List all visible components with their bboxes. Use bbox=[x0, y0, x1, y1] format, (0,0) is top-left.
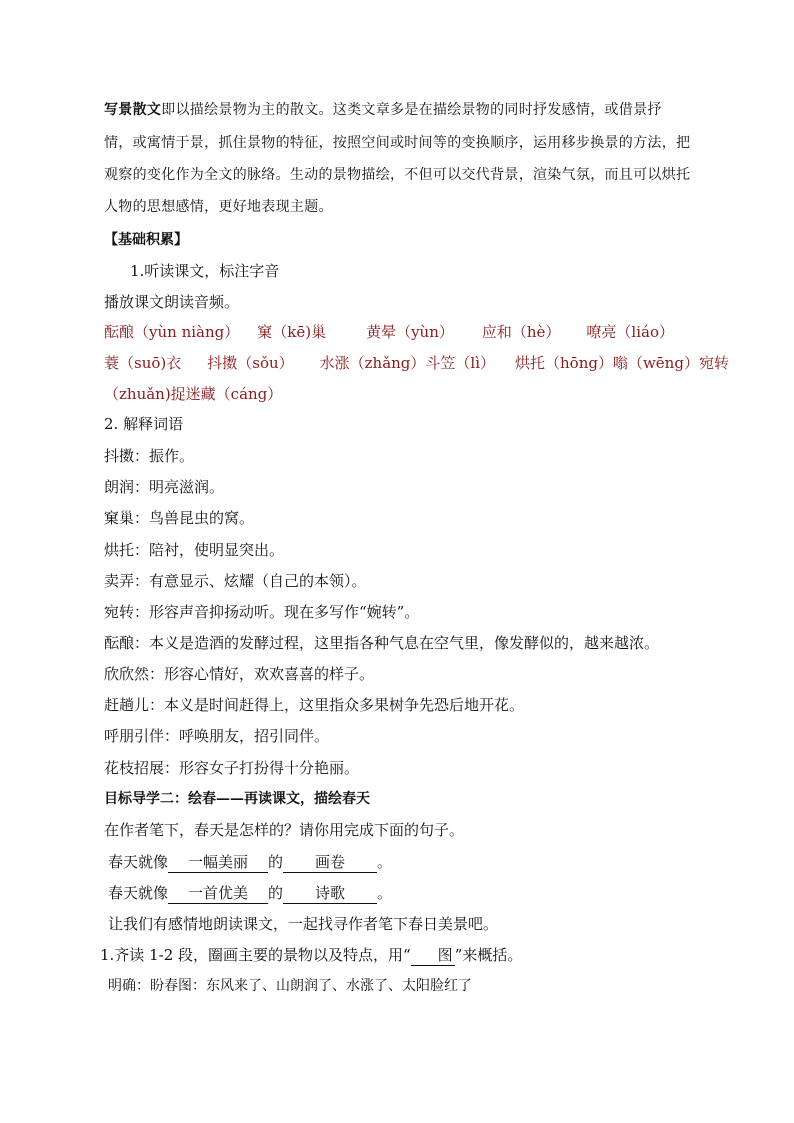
intro-line-2: 情，或寓情于景，抓住景物的特征，按照空间或时间等的变换顺序，运用移步换景的方法，把 bbox=[104, 135, 691, 151]
pinyin-entry: 窠（kē)巢 bbox=[257, 323, 327, 341]
intro-term: 写景散文 bbox=[104, 102, 162, 118]
definition-item: 宛转：形容声音抑扬动听。现在多写作“婉转”。 bbox=[104, 603, 420, 621]
section-title-goal2: 目标导学二：绘春——再读课文，描绘春天 bbox=[104, 791, 370, 807]
definition-item: 抖擞：振作。 bbox=[104, 447, 195, 465]
task-prefix: 1.齐读 1-2 段，圈画主要的景物以及特点，用“ bbox=[100, 946, 411, 964]
section-title-basics: 【基础积累】 bbox=[104, 232, 188, 248]
definition-item: 赶趟儿：本义是时间赶得上，这里指众多果树争先恐后地开花。 bbox=[104, 696, 525, 714]
sentence-suffix: 。 bbox=[377, 884, 393, 902]
task-blank: 图 bbox=[411, 945, 455, 966]
pinyin-entry: 蓑（suō)衣 bbox=[104, 354, 182, 372]
definition-item: 朗润：明亮滋润。 bbox=[104, 478, 225, 496]
answer-blank: 诗歌 bbox=[283, 883, 377, 904]
pinyin-row-3: （zhuǎn)捉迷藏（cáng） bbox=[104, 385, 283, 403]
sentence-mid: 的 bbox=[268, 853, 284, 871]
definition-item: 呼朋引伴：呼唤朋友，招引同伴。 bbox=[104, 727, 330, 745]
pinyin-entry: 抖擞（sǒu） bbox=[207, 354, 294, 372]
sentence-mid: 的 bbox=[268, 884, 284, 902]
question-text: 在作者笔下，春天是怎样的？请你用完成下面的句子。 bbox=[104, 821, 465, 839]
answer-text: 明确：盼春图：东风来了、山朗润了、水涨了、太阳脸红了 bbox=[108, 978, 472, 994]
intro-line-3: 观察的变化作为全文的脉络。生动的景物描绘，不但可以交代背景，渲染气氛，而且可以烘托 bbox=[104, 167, 691, 183]
instruction-text: 让我们有感情地朗读课文，一起找寻作者笔下春日美景吧。 bbox=[108, 915, 499, 933]
sentence-prefix: 春天就像 bbox=[108, 853, 169, 871]
item2-title: 2. 解释词语 bbox=[104, 415, 184, 433]
task-1 bbox=[100, 945, 522, 966]
pinyin-entry: 烘托（hōng）嗡（wēng）宛转 bbox=[515, 354, 729, 372]
sentence-2 bbox=[108, 883, 392, 904]
definition-item: 欣欣然：形容心情好，欢欢喜喜的样子。 bbox=[104, 665, 375, 683]
definition-item: 烘托：陪衬，使明显突出。 bbox=[104, 541, 285, 559]
answer-blank: 一首优美 bbox=[168, 883, 268, 904]
task-suffix: ”来概括。 bbox=[454, 946, 523, 964]
pinyin-entry: 应和（hè） bbox=[481, 323, 561, 341]
item1-sub: 播放课文朗读音频。 bbox=[104, 293, 240, 311]
pinyin-entry: 酝酿（yùn niàng） bbox=[104, 323, 240, 341]
sentence-1 bbox=[108, 852, 392, 873]
definition-item: 卖弄：有意显示、炫耀（自己的本领）。 bbox=[104, 572, 367, 590]
intro-line-1 bbox=[104, 100, 662, 120]
definition-item: 花枝招展：形容女子打扮得十分艳丽。 bbox=[104, 759, 360, 777]
pinyin-entry: 嘹亮（liáo） bbox=[586, 323, 674, 341]
sentence-suffix: 。 bbox=[377, 853, 393, 871]
pinyin-row-2 bbox=[104, 353, 729, 373]
sentence-prefix: 春天就像 bbox=[108, 884, 169, 902]
pinyin-entry: 黄晕（yùn） bbox=[366, 323, 454, 341]
answer-blank: 画卷 bbox=[283, 852, 377, 873]
pinyin-entry: 水涨（zhǎng）斗笠（lì） bbox=[319, 354, 496, 372]
item1-title: 1.听读课文，标注字音 bbox=[130, 262, 280, 280]
definition-item: 酝酿：本义是造酒的发酵过程，这里指各种气息在空气里，像发酵似的，越来越浓。 bbox=[104, 634, 660, 652]
answer-blank: 一幅美丽 bbox=[168, 852, 268, 873]
intro-line-4: 人物的思想感情，更好地表现主题。 bbox=[104, 199, 333, 215]
pinyin-row-1 bbox=[104, 322, 674, 342]
definition-item: 窠巢：鸟兽昆虫的窝。 bbox=[104, 509, 255, 527]
intro-text-1: 即以描绘景物为主的散文。这类文章多是在描绘景物的同时抒发感情，或借景抒 bbox=[161, 102, 662, 118]
